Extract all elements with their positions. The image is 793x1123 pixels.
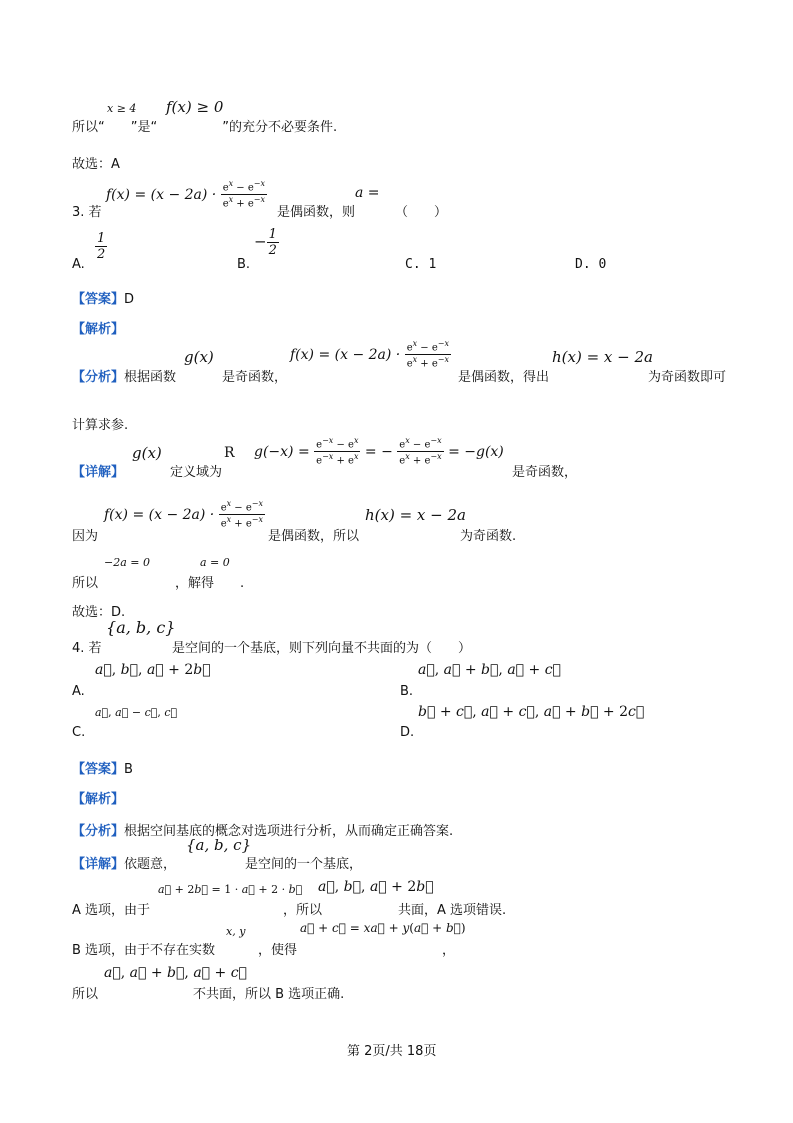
math-optB-set: a⃗, a⃗ + b⃗, a⃗ + c⃗ (104, 965, 247, 981)
math-R: R (224, 445, 235, 461)
math-optA-eq: a⃗ + 2b⃗ = 1 · a⃗ + 2 · b⃗ (158, 883, 303, 896)
question-3-text: 是偶函数，则 (277, 205, 356, 220)
option-4d-value: b⃗ + c⃗, a⃗ + c⃗, a⃗ + b⃗ + 2c⃗ (418, 704, 645, 720)
math-x-ge-4: x ≥ 4 (107, 102, 137, 115)
xiangjie-3-c: 因为 (72, 529, 99, 544)
xiangjie-3-a: 定义域为 (170, 465, 223, 480)
option-a-line-1: A 选项，由于 (72, 903, 151, 918)
option-4c-label: C. (72, 725, 86, 740)
math-gx-2: g(x) (132, 444, 162, 462)
option-3a-label: A. (72, 257, 85, 272)
option-4b-label: B. (400, 684, 414, 699)
text-line-1: 所以“ ”是“ ”的充分不必要条件. (72, 120, 338, 135)
math-hx-2: h(x) = x − 2a (365, 506, 466, 524)
math-xy: x, y (226, 925, 246, 938)
math-a0: a = 0 (200, 556, 230, 569)
math-optA-set: a⃗, b⃗, a⃗ + 2b⃗ (318, 879, 434, 895)
fenxi-3-e: 计算求参. (72, 418, 129, 433)
math-m2a: −2a = 0 (104, 556, 150, 569)
math-q3-f-def-2: f(x) = (x − 2a) · $\frac{e^x - e^{-x}}{e^x + e^{-x}}$ (290, 339, 450, 370)
option-b-line-2: ，使得 (258, 943, 298, 958)
analysis-heading-3: 【解析】 (72, 322, 125, 337)
question-3-label: 3. 若 (72, 205, 102, 220)
fenxi-3: 【分析】根据函数 (72, 370, 177, 385)
math-q3-f-def-3: f(x) = (x − 2a) · $\frac{e^x - e^{-x}}{e^x + e^{-x}}$ (104, 499, 264, 530)
option-4a-label: A. (72, 684, 85, 699)
math-optB-eq: a⃗ + c⃗ = xa⃗ + y(a⃗ + b⃗) (300, 921, 466, 935)
fenxi-3-c: 是偶函数，得出 (458, 370, 550, 385)
option-a-line-2: ，所以 (283, 903, 323, 918)
text-choose-a: 故选：A (72, 157, 120, 172)
xiangjie-4-b: 是空间的一个基底， (245, 857, 363, 872)
math-f-ge-0: f(x) ≥ 0 (166, 98, 224, 116)
option-a-line-3: 共面，A 选项错误. (398, 903, 507, 918)
option-3b-value: − $\frac{1}{2}$ (254, 227, 277, 258)
math-g-neg-x: g(−x) = $\frac{e^{-x} - e^x}{e^{-x} + e^x}$ = − $\frac{e^x - e^{-x}}{e^x + e^{-x}}$ = −g(x) (254, 436, 504, 467)
option-b-line-1: B 选项，由于不存在实数 (72, 943, 216, 958)
option-4c-value: a⃗, a⃗ − c⃗, c⃗ (95, 706, 178, 719)
math-basis-2: {a, b, c} (186, 836, 252, 854)
question-4-label: 4. 若 (72, 641, 102, 656)
math-q3-f-def: f(x) = (x − 2a) · $\frac{e^x - e^{-x}}{e^x + e^{-x}}$ (106, 179, 266, 210)
option-3c: C. 1 (405, 257, 437, 272)
xiangjie-3-f: 所以 (72, 576, 99, 591)
math-gx-1: g(x) (184, 348, 214, 366)
option-4a-value: a⃗, b⃗, a⃗ + 2b⃗ (95, 662, 211, 678)
question-4-text: 是空间的一个基底，则下列向量不共面的为（ ） (172, 641, 472, 656)
option-3a-value: $\frac{1}{2}$ (97, 231, 106, 262)
math-basis-1: {a, b, c} (106, 618, 176, 637)
last-line-1: 所以 (72, 987, 99, 1002)
analysis-heading-4: 【解析】 (72, 792, 125, 807)
xiangjie-3-b: 是奇函数， (512, 465, 578, 480)
option-4d-label: D. (400, 725, 415, 740)
xiangjie-3-g: ，解得 (175, 576, 215, 591)
option-4b-value: a⃗, a⃗ + b⃗, a⃗ + c⃗ (418, 662, 561, 678)
xiangjie-3-h: . (240, 576, 245, 591)
fenxi-4: 【分析】根据空间基底的概念对选项进行分析，从而确定正确答案. (72, 824, 454, 839)
choose-3: 故选：D. (72, 605, 126, 620)
answer-3: 【答案】D (72, 292, 135, 307)
option-3b-label: B. (237, 257, 251, 272)
xiangjie-4: 【详解】依题意， (72, 857, 177, 872)
fenxi-3-b: 是奇函数， (222, 370, 288, 385)
fenxi-3-d: 为奇函数即可 (648, 370, 727, 385)
page-footer: 第 2页/共 18页 (347, 1044, 437, 1059)
answer-4: 【答案】B (72, 762, 133, 777)
xiangjie-3-e: 为奇函数. (460, 529, 517, 544)
math-hx-1: h(x) = x − 2a (552, 348, 653, 366)
math-a-eq: a = (355, 185, 380, 201)
option-3d: D. 0 (575, 257, 607, 272)
option-b-line-3: ， (442, 943, 456, 958)
xiangjie-3-d: 是偶函数，所以 (268, 529, 360, 544)
last-line-2: 不共面，所以 B 选项正确. (193, 987, 345, 1002)
question-3-paren: （ ） (395, 205, 448, 220)
xiangjie-3: 【详解】 (72, 465, 125, 480)
